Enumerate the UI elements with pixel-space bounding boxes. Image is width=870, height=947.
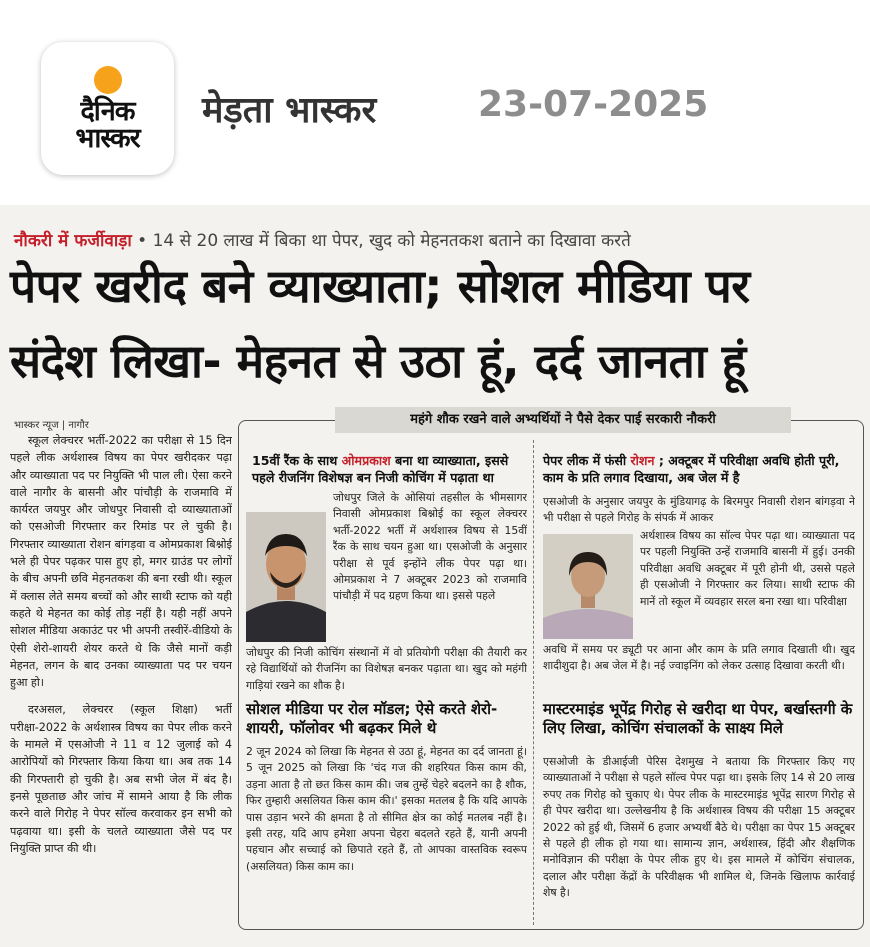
column-divider [533,440,534,925]
social-media-subhead: सोशल मीडिया पर रोल मॉडल; ऐसे करते शेरो-शायरी, फॉलोवर भी बढ़कर मिले थे [246,700,498,737]
roshan-text-full: एसओजी के अनुसार जयपुर के मुंडियागढ़ के बिरमपुर निवासी रोशन बांगड़वा ने भी परीक्षा से पहले गिरोह के संपर्क में आकर [543,495,855,525]
omprakash-text-wrap: जोधपुर जिले के ओसियां तहसील के भीमसागर निवासी ओमप्रकाश बिश्नोई का स्कूल लेक्चरर भर्ती-2022 भर्ती में अर्थशास्त्र विषय से 15वीं रैंक के साथ चयन हुआ था। एसओजी के अनुसार परीक्षा से पूर्व इन्होंने लीक पेपर पढ़ा था। ओमप्रकाश ने 7 अक्टूबर 2023 को राजमावि पांचौड़ी में पद ग्रहण किया था। इससे पहले [333,491,527,603]
edition-date: 23-07-2025 [478,84,709,125]
next-article-cutoff [0,932,870,947]
person-icon [246,512,326,642]
omprakash-photo [246,512,326,642]
edition-title: मेड़ता भास्कर [202,90,377,131]
roshan-subhead-a: पेपर लीक में फंसी [543,453,627,468]
headline-line-2: संदेश लिखा- मेहनत से उठा हूं, दर्द जानता हूं [10,334,746,388]
omprakash-subhead [252,452,527,486]
omprakash-text-full: जोधपुर की निजी कोचिंग संस्थानों में वो प्रतियोगी परीक्षा की तैयारी कर रहे विद्यार्थियों को रीजनिंग का विशेषज्ञ बनकर पढ़ाता था। खुद को महंगी गाड़ियां रखने का शौक है। [246,646,527,692]
roshan-subhead-b: ; अक्टूबर में परिवीक्षा अवधि होती पूरी, काम के प्रति लगाव दिखाया, अब जेल में है [543,453,840,485]
omprakash-subhead-b: बना था व्याख्याता, इससे पहले रीजनिंग विशेषज्ञ बन निजी कोचिंग में पढ़ाता था [252,453,509,485]
omprakash-subhead-a: 15वीं रैंक के साथ [252,453,338,468]
kicker-tag: नौकरी में फर्जीवाड़ा [14,231,132,251]
roshan-text-wrap: अर्थशास्त्र विषय का सॉल्व पेपर पढ़ा था। व्याख्याता पद पर पहली नियुक्ति उन्हें राजमावि बासनी में हुई। उनकी परिवीक्षा अवधि अक्टूबर में पूरी होनी थी, उससे पहले ही एसओजी ने गिरफ्तार कर लिया। साथी स्टाफ की मानें तो स्कूल में व्यवहार सरल बना रखा था। परिवीक्षा [640,529,855,608]
left-paragraph-2: दरअसल, लेक्चरर (स्कूल शिक्षा) भर्ती परीक्षा-2022 के अर्थशास्त्र विषय का पेपर लीक करने के मामले में एसओजी ने 11 व 12 जुलाई को 4 आरोपियों को गिरफ्तार किया किया था। अब तक 14 की गिरफ्तारी हो चुकी है। अब सभी जेल में बंद है। इनसे पूछताछ और जांच में सामने आया है कि लीक करने वाले गिरोह ने पेपर सॉल्व करवाकर इन सभी को पढ़वाया था। इसी के चलते व्याख्याता जैसे पद पर नियुक्ति प्राप्त की थी। [10,703,232,855]
roshan-subhead [543,452,855,486]
mastermind-text: एसओजी के डीआईजी पेरिस देशमुख ने बताया कि गिरफ्तार किए गए व्याख्याताओं ने परीक्षा से पहले सॉल्व पेपर पढ़ा था। इसके लिए 14 से 20 लाख रुपए तक गिरोह को चुकाए थे। पेपर लीक के मास्टरमाइंड भूपेंद्र सारण गिरोह से ही पेपर खरीदा था। उल्लेखनीय है कि अर्थशास्त्र विषय की परीक्षा 15 अक्टूबर 2022 को हुई थी, जिसमें 6 हजार अभ्यर्थी बैठे थे। परीक्षा का पेपर 15 अक्टूबर से पहले ही लीक हो गया था। सामान्य ज्ञान, अर्थशास्त्र, हिंदी और शैक्षणिक मनोविज्ञान की परीक्षा के पेपर लीक हुए थे। इस मामले में कोचिंग संचालक, दलाल और परीक्षा केंद्रों के परिवीक्षक भी शामिल थे, जिनके खिलाफ कार्रवाई शेष है। [543,755,855,900]
person-icon [543,534,633,639]
mastermind-subhead: मास्टरमाइंड भूपेंद्र गिरोह से खरीदा था पेपर, बर्खास्तगी के लिए लिखा, कोचिंग संचालकों के साक्ष्य मिले [543,700,853,737]
left-column [10,432,232,922]
logo-text-line1: दैनिक [80,95,135,127]
kicker-text: 14 से 20 लाख में बिका था पेपर, खुद को मेहनतकश बताने का दिखावा करते [152,231,631,251]
kicker [14,228,631,251]
roshan-photo [543,534,633,639]
left-paragraph-1: स्कूल लेक्चरर भर्ती-2022 का परीक्षा से 15 दिन पहले लीक अर्थशास्त्र विषय का पेपर खरीदकर पढ़ा और व्याख्याता पद पर नियुक्ति भी पाल ली। ऐसा करने वाले नागौर के बासनी और पांचौड़ी के राजमावि में कार्यरत जयपुर और जोधपुर निवासी दो व्याख्याताओं को एसओजी गिरफ्तार कर रिमांड पर ले चुकी है। गिरफ्तार व्याख्याता रोशन बांगड़वा व ओमप्रकाश बिश्नोई भले ही पेपर पढ़कर पास हुए हो, मगर ग्राउंड पर लोगों के बीच अपनी छवि मेहनतकश की बना रखी थी। स्कूल में क्लास लेते समय बच्चों को और साथी स्टाफ को यही कहते थे मेहनत का कोई तोड़ नहीं है। यही नहीं अपने सोशल मीडिया अकाउंट पर भी अपनी तस्वीरें-वीडियो के ऐसी शेरो-शायरी शेयर करते थे कि जैसे मानों कड़ी मेहनत, लगन के बाद उनका व्याख्याता पद पर चयन हुआ हो। [10,434,232,690]
logo-text-line2: भास्कर [75,122,140,154]
omprakash-subhead-name: ओमप्रकाश [341,453,391,468]
roshan-subhead-name: रोशन [630,453,655,468]
roshan-text-tail: अवधि में समय पर ड्यूटी पर आना और काम के प्रति लगाव दिखाती थी। खुद शादीशुदा है। अब जेल में है। नई ज्वाइनिंग को लेकर उत्साह दिखावा करती थी। [543,643,855,673]
byline: भास्कर न्यूज | नागौर [14,420,89,431]
social-media-text: 2 जून 2024 को लिखा कि मेहनत से उठा हूं, मेहनत का दर्द जानता हूं। 5 जून 2025 को लिखा कि 'चंद गज की शहरियत किस काम की, उड़ना आता है तो छत किस काम की। जब तुम्हें चेहरे बदलने का है शौक, फिर तुम्हारी असलियत किस काम की।' इसका मतलब है कि यदि आपके पास उड़ान भरने की क्षमता है तो सीमित क्षेत्र का कोई मतलब नहीं है। इसी तरह, यदि आप हमेशा अपना चेहरा बदलते रहते हैं, यानी अपनी पहचान और सच्चाई को छिपाते रहते हैं, तो आपका वास्तविक स्वरूप (असलियत) किस काम का। [246,745,527,873]
sun-icon [94,66,122,94]
headline-line-1: पेपर खरीद बने व्याख्याता; सोशल मीडिया पर [10,259,750,313]
dainik-bhaskar-logo[interactable] [41,42,174,175]
app-header [0,0,870,200]
kicker-separator: • [137,231,148,251]
feature-box-title: महंगे शौक रखने वाले अभ्यर्थियों ने पैसे देकर पाई सरकारी नौकरी [335,407,791,433]
